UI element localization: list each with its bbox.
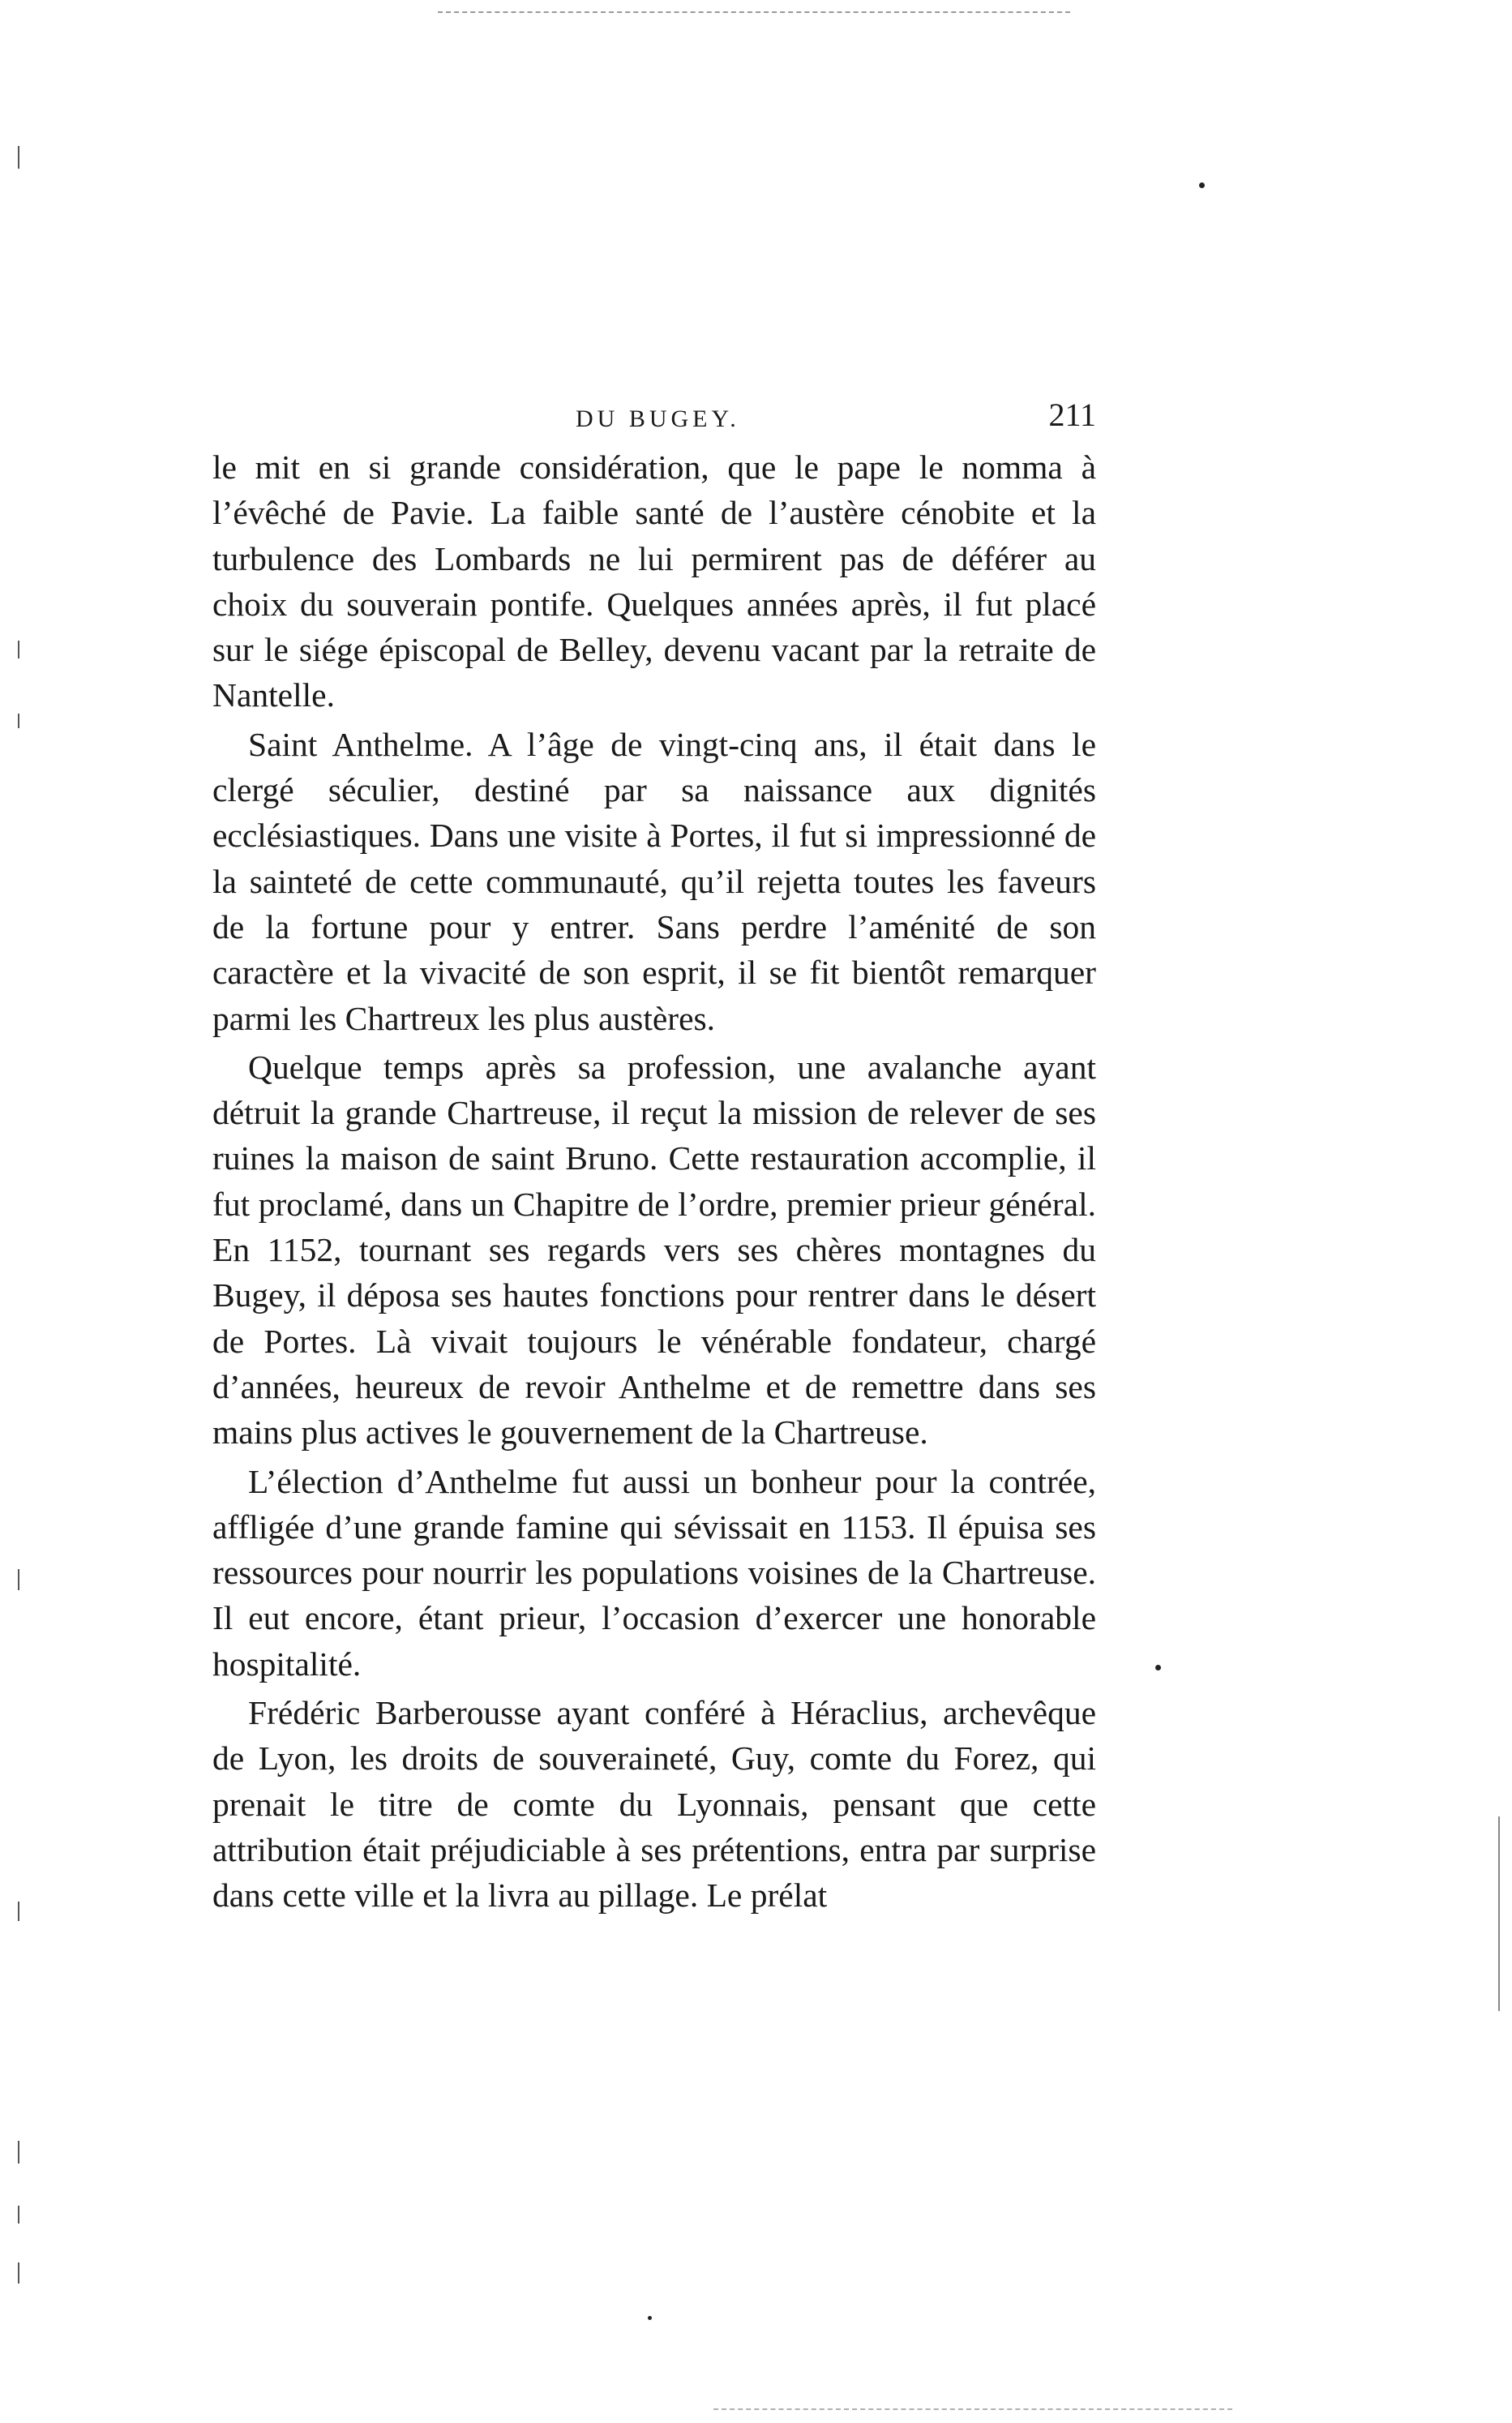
scan-edge-mark (18, 2206, 19, 2224)
page-number: 211 (1048, 397, 1096, 433)
scan-edge-mark (18, 1569, 19, 1590)
scan-speck (1199, 182, 1205, 188)
running-title: DU BUGEY. (576, 405, 740, 432)
scan-bottom-rule (713, 2408, 1232, 2410)
scan-edge-mark (18, 1902, 19, 1921)
scan-speck (1155, 1665, 1161, 1670)
paragraph-4: L’élection d’Anthelme fut aussi un bonheur pour la contrée, affligée d’une grande famine qui sévissait en 1153. Il épuisa ses ressources pour nourrir les populations voisines de la Chartreuse. Il eut encore, étant prieur, l’occasion d’exercer une honorable hospitalité. (212, 1462, 1096, 1683)
body-text (212, 444, 1096, 1919)
scan-edge-mark (18, 641, 19, 658)
scan-edge-mark (1498, 1816, 1500, 2011)
page-header (212, 396, 1096, 444)
paragraph-5: Frédéric Barberousse ayant conféré à Héraclius, archevêque de Lyon, les droits de souveraineté, Guy, comte du Forez, qui prenait le titre de comte du Lyonnais, pensant que cette attribution était préjudiciable à ses prétentions, entra par surprise dans cette ville et la livra au pillage. Le prélat (212, 1694, 1096, 1915)
paragraph-2: Saint Anthelme. A l’âge de vingt-cinq ans, il était dans le clergé séculier, destiné par sa naissance aux dignités ecclésiastiques. Dans une visite à Portes, il fut si impressionné de la sainteté de cette communauté, qu’il rejetta toutes les faveurs de la fortune pour y entrer. Sans perdre l’aménité de son caractère et la vivacité de son esprit, il se fit bientôt remarquer parmi les Chartreux les plus austères. (212, 725, 1096, 1037)
scan-edge-mark (18, 146, 19, 169)
scan-edge-mark (18, 2262, 19, 2284)
paragraph-3: Quelque temps après sa profession, une avalanche ayant détruit la grande Chartreuse, il reçut la mission de relever de ses ruines la maison de saint Bruno. Cette restauration accomplie, il fut proclamé, dans un Chapitre de l’ordre, premier prieur général. En 1152, tournant ses regards vers ses chères montagnes du Bugey, il déposa ses hautes fonctions pour rentrer dans le désert de Portes. Là vivait toujours le vénérable fondateur, chargé d’années, heureux de revoir Anthelme et de remettre dans ses mains plus actives le gouvernement de la Chartreuse. (212, 1048, 1096, 1452)
scan-speck (648, 2316, 652, 2320)
scan-top-rule (438, 11, 1070, 13)
paragraph-1: le mit en si grande considération, que le pape le nomma à l’évêché de Pavie. La faible santé de l’austère cénobite et la turbulence des Lombards ne lui permirent pas de déférer au choix du souverain pontife. Quelques années après, il fut placé sur le siége épiscopal de Belley, devenu vacant par la retraite de Nantelle. (212, 448, 1096, 714)
scan-edge-mark (18, 2141, 19, 2164)
scan-edge-mark (18, 714, 19, 728)
